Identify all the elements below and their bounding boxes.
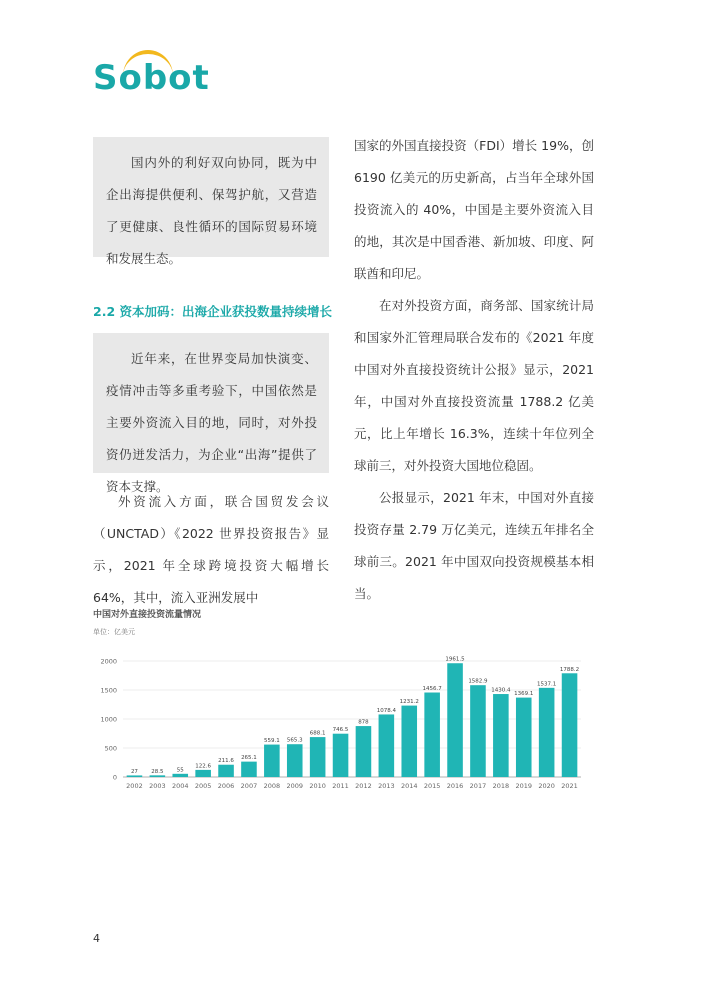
fdi-chart (93, 607, 593, 807)
bar (264, 745, 280, 777)
bar (356, 726, 372, 777)
bar (127, 775, 143, 777)
data-label: 565.3 (286, 737, 303, 744)
x-tick-label: 2018 (492, 782, 510, 790)
x-tick-label: 2016 (446, 782, 464, 790)
x-tick-label: 2017 (469, 782, 487, 790)
bar (150, 775, 166, 777)
quote-text-2: 近年来，在世界变局加快演变、疫情冲击等多重考验下，中国依然是主要外资流入目的地，同时，对外投资仍迸发活力，为企业“出海”提供了资本支撑。 (106, 351, 317, 494)
right-paragraph-2: 在对外投资方面，商务部、国家统计局和国家外汇管理局联合发布的《2021 年度中国对外直接投资统计公报》显示，2021 年，中国对外直接投资流量 1788.2 亿美元，比上年增长 16.3%，连续十年位列全球前三，对外投资大国地位稳固。 (354, 298, 594, 473)
x-tick-label: 2019 (515, 782, 533, 790)
bar (516, 698, 532, 777)
bar (310, 737, 326, 777)
data-label: 1456.7 (422, 686, 442, 693)
bar (195, 770, 211, 777)
x-tick-label: 2015 (423, 782, 441, 790)
y-tick-label: 2000 (100, 657, 117, 666)
data-label: 746.5 (332, 727, 349, 734)
x-tick-label: 2021 (561, 782, 578, 790)
right-column (354, 130, 594, 610)
data-label: 1788.2 (559, 666, 580, 673)
bar (424, 693, 440, 777)
x-tick-label: 2020 (538, 782, 555, 790)
data-label: 1582.9 (468, 678, 488, 685)
bar (172, 774, 188, 777)
data-label: 878 (358, 719, 369, 726)
x-tick-label: 2009 (286, 782, 304, 790)
sobot-logo (93, 50, 213, 100)
data-label: 1369.1 (514, 691, 534, 698)
x-tick-label: 2003 (149, 782, 166, 790)
bar (379, 714, 395, 777)
data-label: 27 (130, 768, 138, 775)
bar (401, 706, 417, 777)
x-tick-label: 2012 (355, 782, 372, 790)
data-label: 1430.4 (491, 687, 511, 694)
quote-box-1 (93, 137, 329, 266)
right-paragraph-3: 公报显示，2021 年末，中国对外直接投资存量 2.79 万亿美元，连续五年排名全球前三。2021 年中国双向投资规模基本相当。 (354, 490, 594, 601)
bar (241, 762, 257, 777)
bar (333, 734, 349, 777)
page-number: 4 (93, 932, 100, 945)
bar (218, 765, 234, 777)
data-label: 688.1 (309, 730, 326, 737)
x-tick-label: 2002 (126, 782, 143, 790)
bar (562, 673, 578, 777)
x-tick-label: 2008 (263, 782, 281, 790)
data-label: 559.1 (263, 738, 280, 745)
x-tick-label: 2006 (217, 782, 235, 790)
x-tick-label: 2007 (240, 782, 258, 790)
chart-title: 中国对外直接投资流量情况 (93, 610, 202, 620)
y-tick-label: 1000 (100, 715, 117, 724)
bar (470, 685, 486, 777)
quote-box-2 (93, 333, 329, 494)
data-label: 1078.4 (376, 707, 396, 714)
x-tick-label: 2005 (194, 782, 212, 790)
x-tick-label: 2013 (378, 782, 395, 790)
right-paragraph-continued: 国家的外国直接投资（FDI）增长 19%，创 6190 亿美元的历史新高，占当年全球外国投资流入的 40%，中国是主要外资流入目的地，其次是中国香港、新加坡、印度、阿联酋和印尼。 (354, 138, 594, 281)
x-tick-label: 2004 (171, 782, 189, 790)
y-tick-label: 0 (112, 773, 117, 782)
logo-text: Sobot (93, 58, 210, 98)
data-label: 122.6 (195, 763, 212, 770)
y-tick-label: 500 (104, 744, 117, 753)
data-label: 28.5 (151, 768, 164, 775)
chart-svg (93, 607, 593, 807)
bar (493, 694, 509, 777)
data-label: 1537.1 (537, 681, 557, 688)
x-tick-label: 2010 (309, 782, 326, 790)
chart-unit: 单位：亿美元 (93, 628, 135, 636)
y-tick-label: 1500 (100, 686, 117, 695)
data-label: 55 (176, 767, 184, 774)
x-tick-label: 2011 (332, 782, 349, 790)
quote-text-1: 国内外的利好双向协同，既为中企出海提供便利、保驾护航，又营造了更健康、良性循环的国际贸易环境和发展生态。 (106, 155, 317, 266)
data-label: 1231.2 (399, 699, 419, 706)
data-label: 211.6 (218, 758, 234, 765)
bar (539, 688, 555, 777)
bar (447, 663, 463, 777)
x-tick-label: 2014 (400, 782, 418, 790)
section-heading: 2.2 资本加码：出海企业获投数量持续增长 (93, 304, 332, 319)
left-paragraph-1: 外资流入方面，联合国贸发会议（UNCTAD）《2022 世界投资报告》显示，2021 年全球跨境投资大幅增长 64%，其中，流入亚洲发展中 (93, 494, 329, 605)
data-label: 265.1 (241, 755, 257, 762)
bar (287, 744, 303, 777)
left-column (93, 486, 329, 614)
data-label: 1961.5 (445, 656, 465, 663)
